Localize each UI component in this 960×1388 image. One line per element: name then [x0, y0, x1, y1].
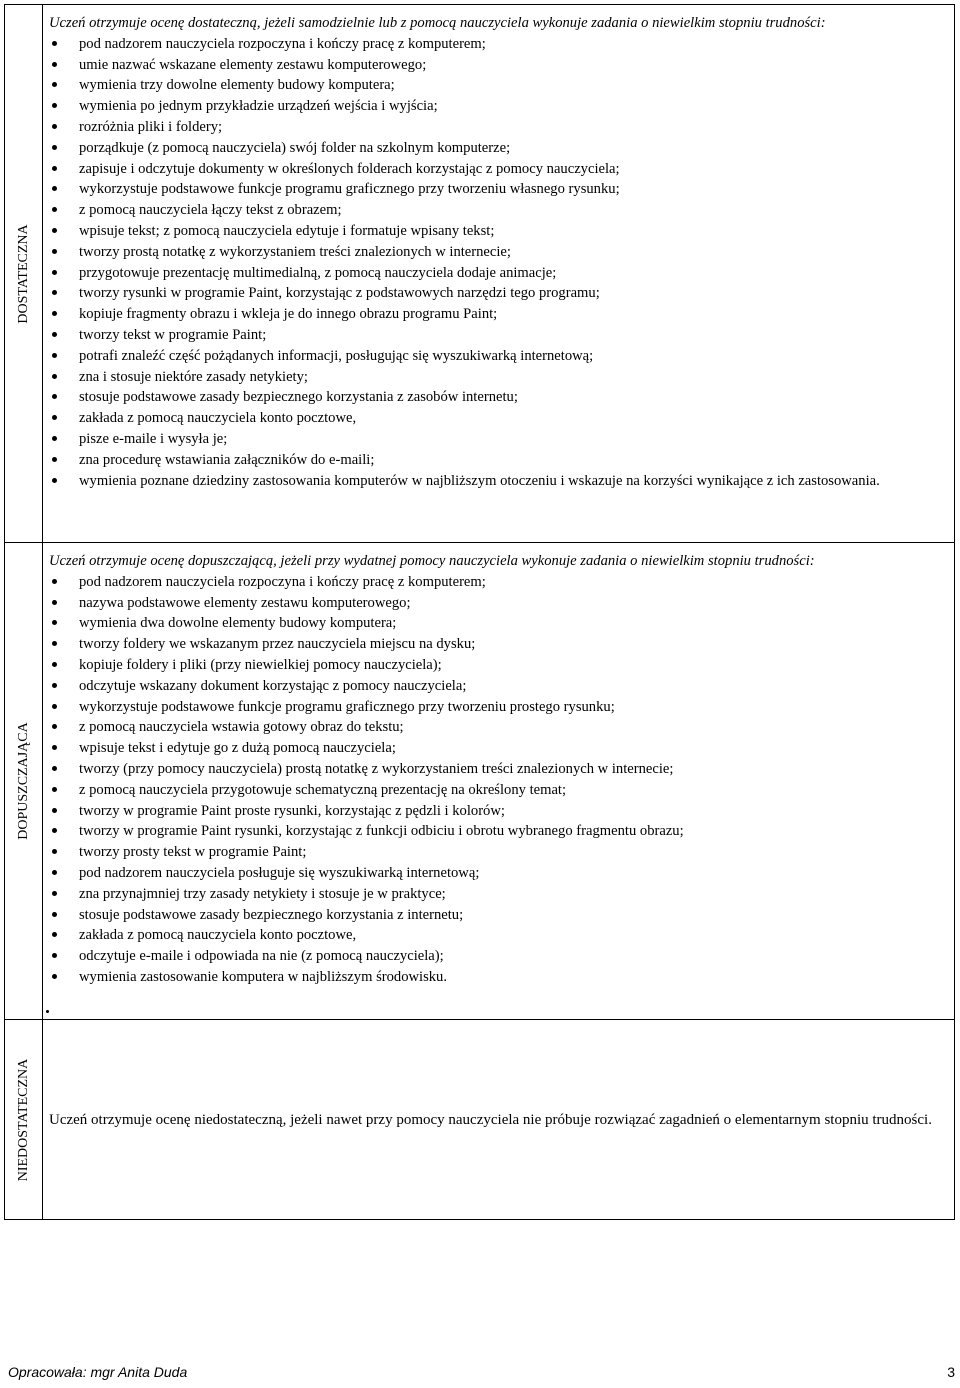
list-item: wykorzystuje podstawowe funkcje programu graficznego przy tworzeniu prostego rysunku; — [49, 697, 948, 718]
list-item: tworzy rysunki w programie Paint, korzystając z podstawowych narzędzi tego programu; — [49, 283, 948, 304]
list-item: stosuje podstawowe zasady bezpiecznego korzystania z internetu; — [49, 905, 948, 926]
list-item: z pomocą nauczyciela łączy tekst z obrazem; — [49, 200, 948, 221]
grade-label-cell — [5, 543, 43, 1020]
list-item: wymienia po jednym przykładzie urządzeń wejścia i wyjścia; — [49, 96, 948, 117]
grade-criteria-table — [4, 4, 955, 1220]
grade-content-cell — [43, 543, 955, 1020]
list-item: tworzy w programie Paint rysunki, korzystając z funkcji odbiciu i obrotu wybranego fragmentu obrazu; — [49, 821, 948, 842]
list-item: pisze e-maile i wysyła je; — [49, 429, 948, 450]
grade-label: DOSTATECZNA — [15, 223, 31, 324]
list-item: pod nadzorem nauczyciela rozpoczyna i kończy pracę z komputerem; — [49, 572, 948, 593]
list-item: wymienia dwa dowolne elementy budowy komputera; — [49, 613, 948, 634]
stray-dot — [46, 1010, 49, 1013]
list-item: zakłada z pomocą nauczyciela konto pocztowe, — [49, 925, 948, 946]
list-item: porządkuje (z pomocą nauczyciela) swój folder na szkolnym komputerze; — [49, 138, 948, 159]
grade-label: DOPUSZCZAJĄCA — [15, 722, 31, 840]
list-item: zna procedurę wstawiania załączników do e-maili; — [49, 450, 948, 471]
footer-author: Opracowała: mgr Anita Duda — [8, 1364, 188, 1380]
list-item: wymienia trzy dowolne elementy budowy komputera; — [49, 75, 948, 96]
list-item: pod nadzorem nauczyciela rozpoczyna i kończy pracę z komputerem; — [49, 34, 948, 55]
grade-label-cell — [5, 5, 43, 543]
list-item: zna i stosuje niektóre zasady netykiety; — [49, 367, 948, 388]
list-item: wymienia zastosowanie komputera w najbliższym środowisku. — [49, 967, 948, 988]
list-item: tworzy prostą notatkę z wykorzystaniem treści znalezionych w internecie; — [49, 242, 948, 263]
grade-intro: Uczeń otrzymuje ocenę dopuszczającą, jeżeli przy wydatnej pomocy nauczyciela wykonuje zadania o niewielkim stopniu trudności: — [49, 553, 815, 569]
list-item: odczytuje e-maile i odpowiada na nie (z pomocą nauczyciela); — [49, 946, 948, 967]
grade-row-dostateczna — [5, 5, 955, 543]
list-item: tworzy tekst w programie Paint; — [49, 325, 948, 346]
list-item: z pomocą nauczyciela przygotowuje schematyczną prezentację na określony temat; — [49, 780, 948, 801]
list-item: zna przynajmniej trzy zasady netykiety i stosuje je w praktyce; — [49, 884, 948, 905]
list-item: odczytuje wskazany dokument korzystając z pomocy nauczyciela; — [49, 676, 948, 697]
list-item: z pomocą nauczyciela wstawia gotowy obraz do tekstu; — [49, 717, 948, 738]
list-item: pod nadzorem nauczyciela posługuje się wyszukiwarką internetową; — [49, 863, 948, 884]
grade-row-dopuszczajaca — [5, 543, 955, 1020]
list-item: wykorzystuje podstawowe funkcje programu graficznego przy tworzeniu własnego rysunku; — [49, 179, 948, 200]
criteria-list — [49, 34, 948, 492]
grade-row-niedostateczna — [5, 1020, 955, 1220]
list-item: tworzy w programie Paint proste rysunki, korzystając z pędzli i kolorów; — [49, 801, 948, 822]
list-item: przygotowuje prezentację multimedialną, z pomocą nauczyciela dodaje animacje; — [49, 263, 948, 284]
grade-content-cell — [43, 1020, 955, 1220]
list-item: potrafi znaleźć część pożądanych informacji, posługując się wyszukiwarką internetową; — [49, 346, 948, 367]
list-item: rozróżnia pliki i foldery; — [49, 117, 948, 138]
grade-label-cell — [5, 1020, 43, 1220]
criteria-list — [49, 572, 948, 988]
grade-content-cell — [43, 5, 955, 543]
list-item: umie nazwać wskazane elementy zestawu komputerowego; — [49, 55, 948, 76]
list-item: wymienia poznane dziedziny zastosowania komputerów w najbliższym otoczeniu i wskazuje na korzyści wynikające z ich zastosowania. — [49, 471, 948, 492]
list-item: zapisuje i odczytuje dokumenty w określonych folderach korzystając z pomocy nauczyciela; — [49, 159, 948, 180]
list-item: nazywa podstawowe elementy zestawu komputerowego; — [49, 593, 948, 614]
list-item: zakłada z pomocą nauczyciela konto pocztowe, — [49, 408, 948, 429]
list-item: tworzy foldery we wskazanym przez nauczyciela miejscu na dysku; — [49, 634, 948, 655]
list-item: wpisuje tekst i edytuje go z dużą pomocą nauczyciela; — [49, 738, 948, 759]
grade-label: NIEDOSTATECZNA — [15, 1058, 31, 1181]
list-item: tworzy (przy pomocy nauczyciela) prostą notatkę z wykorzystaniem treści znalezionych w internecie; — [49, 759, 948, 780]
grade-intro: Uczeń otrzymuje ocenę dostateczną, jeżeli samodzielnie lub z pomocą nauczyciela wykonuje zadania o niewielkim stopniu trudności: — [49, 15, 826, 31]
list-item: stosuje podstawowe zasady bezpiecznego korzystania z zasobów internetu; — [49, 387, 948, 408]
list-item: kopiuje foldery i pliki (przy niewielkiej pomocy nauczyciela); — [49, 655, 948, 676]
grade-text: Uczeń otrzymuje ocenę niedostateczną, jeżeli nawet przy pomocy nauczyciela nie próbuje rozwiązać zagadnień o elementarnym stopniu trudności. — [49, 1111, 932, 1128]
list-item: kopiuje fragmenty obrazu i wkleja je do innego obrazu programu Paint; — [49, 304, 948, 325]
list-item: tworzy prosty tekst w programie Paint; — [49, 842, 948, 863]
page-number: 3 — [947, 1364, 955, 1380]
list-item: wpisuje tekst; z pomocą nauczyciela edytuje i formatuje wpisany tekst; — [49, 221, 948, 242]
